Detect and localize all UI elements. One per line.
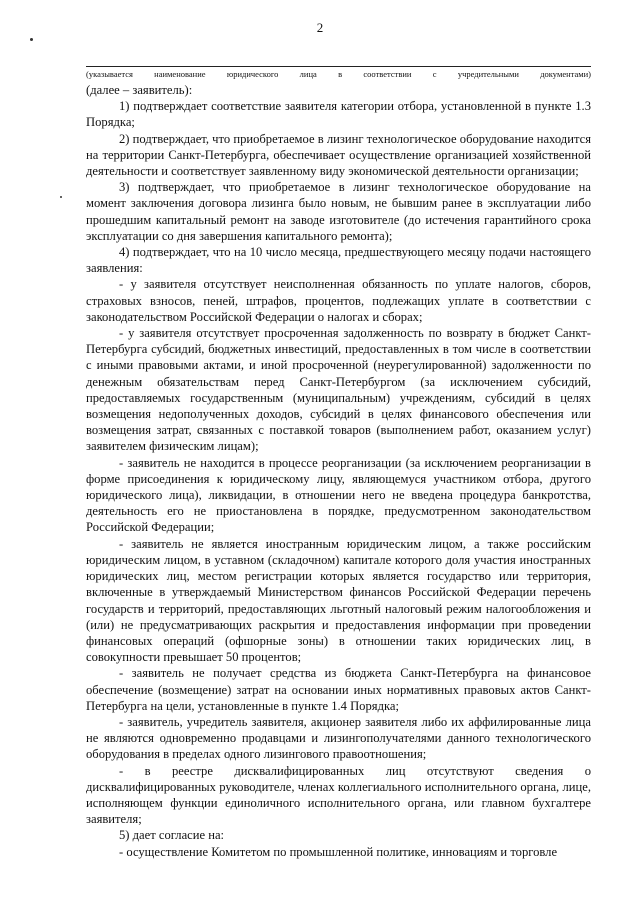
paragraph-bullet-taxes: - у заявителя отсутствует неисполненная обязанность по уплате налогов, сборов, страховых взносов, пеней, штрафов, процентов, подлежащих уплате в соответствии с законодательством Российской Федерации о налогах и сборах; bbox=[86, 277, 591, 324]
hint-word: с bbox=[432, 69, 437, 79]
hint-word: документами) bbox=[540, 69, 591, 79]
scan-mark bbox=[30, 38, 33, 41]
field-hint bbox=[86, 69, 591, 80]
paragraph-bullet-affiliates: - заявитель, учредитель заявителя, акционер заявителя либо их аффилированные лица не являются одновременно продавцами и лизингополучателями данного технологического оборудования в пределах одного лизингового правоотношения; bbox=[86, 714, 591, 762]
hint-word: лица bbox=[299, 69, 317, 79]
fill-in-line bbox=[86, 66, 591, 67]
paragraph-bullet-registry: - в реестре дисквалифицированных лиц отсутствуют сведения о дисквалифицированных руководителе, членах коллегиального исполнительного органа, лице, исполняющем функции единоличного исполнительного органа, или главном бухгалтере заявителя; bbox=[86, 763, 591, 827]
paragraph-bullet-reorganization: - заявитель не находится в процессе реорганизации (за исключением реорганизации в форме присоединения к юридическому лицу, являющемуся участником отбора, другого юридического лица), ликвидации, в отношении него не введена процедура банкротства, деятельность его не приостановлена в порядке, предусмотренном законодательством Российской Федерации; bbox=[86, 455, 591, 535]
paragraph-item-4: 4) подтверждает, что на 10 число месяца, предшествующего месяцу подачи настоящего заявления: bbox=[86, 245, 591, 276]
page-number: 2 bbox=[316, 20, 324, 35]
paragraph-bullet-budget: - заявитель не получает средства из бюджета Санкт-Петербурга на финансовое обеспечение (возмещение) затрат на основании иных нормативных правовых актов Санкт-Петербурга на цели, установленные в пункте 1.4 Порядка; bbox=[86, 666, 591, 713]
hint-word: наименование bbox=[154, 69, 206, 79]
paragraph-item-3: 3) подтверждает, что приобретаемое в лизинг технологическое оборудование на момент заключения договора лизинга было новым, не бывшим ранее в эксплуатации либо прошедшим капитальный ремонт на заводе изготовителе (до истечения гарантийного срока эксплуатации со дня завершения капитального ремонта); bbox=[86, 180, 591, 243]
paragraph-item-5: 5) дает согласие на: bbox=[119, 828, 225, 843]
hint-word: в bbox=[338, 69, 343, 79]
document-body bbox=[86, 82, 591, 860]
hint-word: соответствии bbox=[363, 69, 412, 79]
paragraph-item-1: 1) подтверждает соответствие заявителя категории отбора, установленной в пункте 1.3 Порядка; bbox=[86, 99, 591, 130]
paragraph-bullet-foreign: - заявитель не является иностранным юридическим лицом, а также российским юридическим лицом, в уставном (складочном) капитале которого доля участия иностранных юридических лиц, местом регистрации которых является государство или территория, включенные в утверждаемый Министерством финансов Российской Федерации перечень государств и территорий, предоставляющих льготный налоговый режим налогообложения и (или) не предусматривающих раскрытия и предоставления информации при проведении финансовых операций (офшорные зоны) в отношении таких юридических лиц, в совокупности превышает 50 процентов; bbox=[86, 536, 591, 665]
paragraph-bullet-debts: - у заявителя отсутствует просроченная задолженность по возврату в бюджет Санкт-Петербурга субсидий, бюджетных инвестиций, предоставленных в том числе в соответствии с иными правовыми актами, и иной просроченной (неурегулированной) задолженности по денежным обязательствам перед Санкт-Петербургом (за исключением субсидий, предоставляемых государственным (муниципальным) учреждениям, субсидий в целях возмещения недополученных доходов, субсидий в целях финансового обеспечения или возмещения затрат, связанных с поставкой товаров (выполнением работ, оказанием услуг) заявителем физическим лицам); bbox=[86, 326, 591, 454]
paragraph-item-2: 2) подтверждает, что приобретаемое в лизинг технологическое оборудование находится на территории Санкт-Петербурга, обеспечивает осуществление организацией хозяйственной деятельности и соответствует заявленному виду экономической деятельности организации; bbox=[86, 131, 591, 179]
paragraph-intro: (далее – заявитель): bbox=[86, 83, 193, 97]
hint-word: учредительными bbox=[457, 69, 519, 79]
scan-mark bbox=[60, 196, 62, 198]
hint-word: юридического bbox=[226, 69, 279, 79]
hint-word: (указывается bbox=[86, 69, 133, 79]
paragraph-bullet-consent: - осуществление Комитетом по промышленной политике, инновациям и торговле bbox=[119, 844, 558, 859]
